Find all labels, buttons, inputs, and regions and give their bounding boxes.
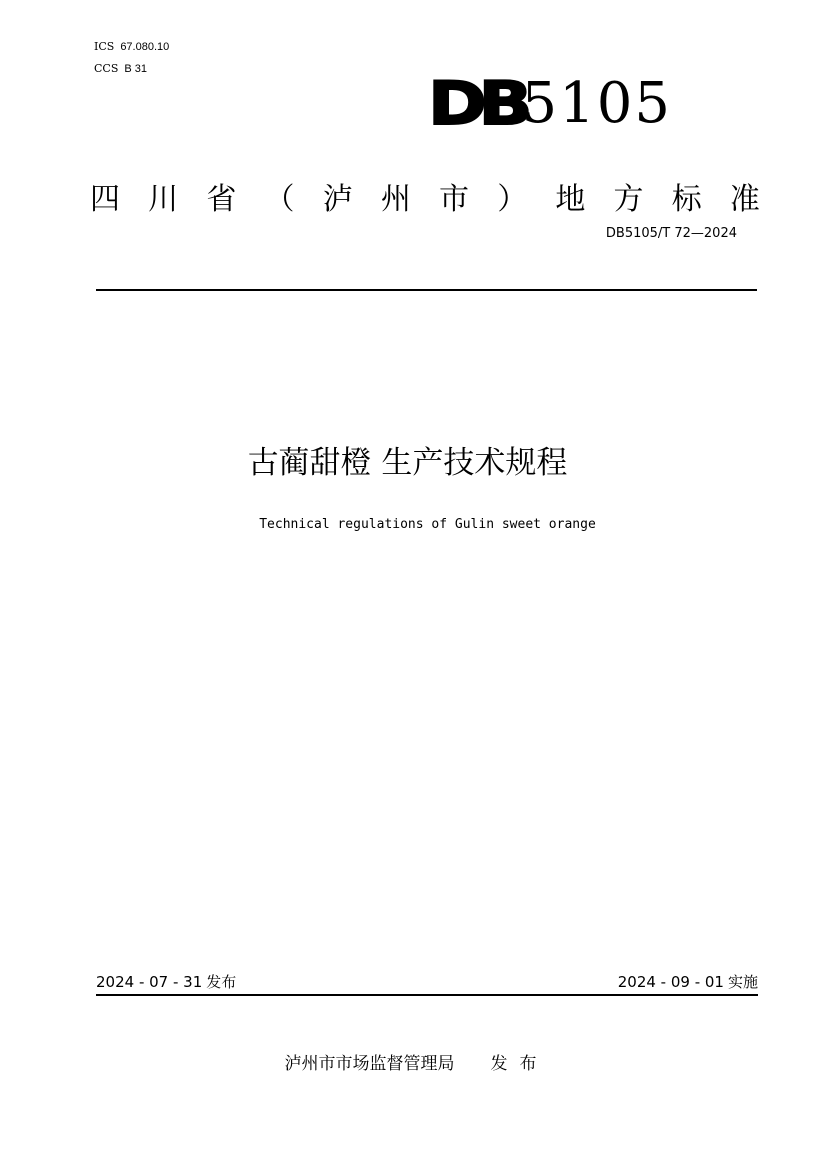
standard-mark-digits: 5105 [521, 71, 673, 136]
standard-type-char: 地 [555, 182, 586, 217]
ics-code [94, 40, 169, 54]
implement-date-value: 2024 - 09 - 01 [617, 973, 724, 991]
document-title: 古蔺甜橙 生产技术规程 [247, 445, 568, 481]
standard-type-char: 四 [90, 182, 120, 217]
standard-type-char: 州 [380, 182, 411, 217]
standard-type-char: 川 [148, 182, 179, 217]
standard-mark-letters: DB [428, 69, 525, 139]
header-divider [96, 289, 757, 291]
standard-type-char: 泸 [322, 182, 353, 217]
implement-date-suffix: 实施 [727, 973, 758, 991]
ccs-label: CCS [94, 62, 119, 75]
standard-type-char: 市 [439, 182, 470, 217]
standard-number: DB5105/T 72—2024 [605, 226, 737, 241]
implement-date [618, 970, 758, 994]
issue-date [96, 970, 236, 994]
issuer-name: 泸州市市场监督管理局 [284, 1054, 455, 1074]
standard-type-char: （ [264, 182, 295, 217]
standard-type-char: 准 [729, 182, 760, 217]
ics-label: ICS [94, 40, 115, 53]
standard-type-char: 省 [206, 182, 237, 217]
standard-type-char: ） [497, 182, 528, 217]
issue-date-value: 2024 - 07 - 31 [96, 973, 203, 991]
standard-type-char: 方 [613, 182, 644, 217]
standard-mark [428, 69, 673, 139]
issue-date-suffix: 发布 [206, 973, 237, 991]
issuer-action: 发布 [490, 1054, 549, 1074]
ics-value: 67.080.10 [120, 41, 170, 53]
standard-type-char: 标 [671, 182, 702, 217]
footer-divider [96, 994, 758, 996]
document-english-title: Technical regulations of Gulin sweet orange [259, 517, 596, 532]
issuer [0, 1052, 815, 1076]
ccs-value: B 31 [124, 63, 148, 75]
standard-type [90, 180, 760, 220]
ccs-code [94, 62, 147, 76]
